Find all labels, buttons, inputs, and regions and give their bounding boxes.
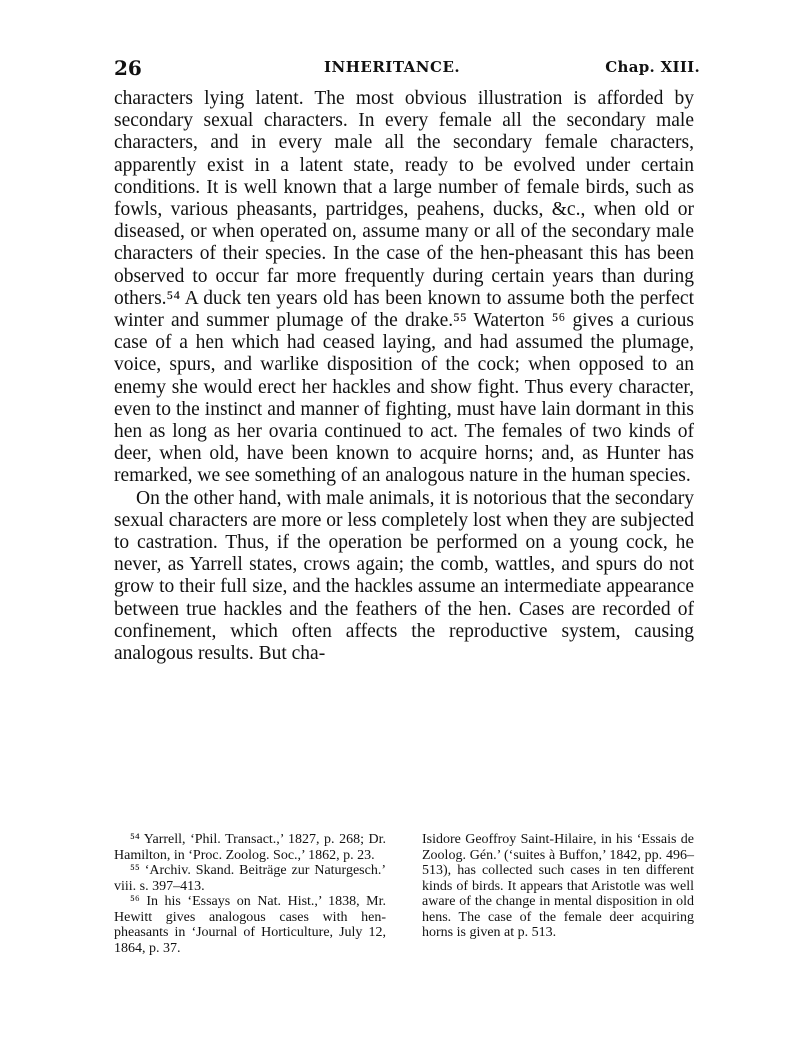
- paragraph-2: On the other hand, with male animals, it is notorious that the secondary sexual characters are more or less completely lost when they are subjected to castration. Thus, if the operation be performed on a young cock, he never, as Yarrell states, crows again; the comb, wattles, and spurs do not grow to their full size, and the hackles assume an intermediate appearance between true hackles and the feathers of the hen. Cases are recorded of confinement, which often affects the reproductive system, causing analogous results. But cha-: [114, 487, 694, 665]
- footnote-54: ⁵⁴ Yarrell, ‘Phil. Transact.,’ 1827, p. 268; Dr. Hamilton, in ‘Proc. Zoolog. Soc.,’ 1862, p. 23.: [114, 832, 386, 863]
- page-header: [114, 52, 700, 88]
- footnotes-right-column: [422, 832, 694, 956]
- footnote-55: ⁵⁵ ‘Archiv. Skand. Beiträge zur Naturgesch.’ viii. s. 397–413.: [114, 863, 386, 894]
- footnote-continuation: Isidore Geoffroy Saint-Hilaire, in his ‘Essais de Zoolog. Gén.’ (‘suites à Buffon,’ 1842, pp. 496–513), has collected such cases in ten different kinds of birds. It appears that Aristotle was well aware of the change in mental disposition in old hens. The case of the female deer acquiring horns is given at p. 513.: [422, 832, 694, 940]
- footnotes-left-column: [114, 832, 386, 956]
- book-page: [114, 52, 700, 956]
- chapter-label: Chap. XIII.: [605, 58, 700, 76]
- footnotes: [114, 832, 694, 956]
- page-number: 26: [114, 56, 142, 80]
- main-text: [114, 88, 694, 665]
- paragraph-1: characters lying latent. The most obvious illustration is afforded by secondary sexual characters. In every female all the secondary male characters, and in every male all the secondary female characters, apparently exist in a latent state, ready to be evolved under certain conditions. It is well known that a large number of female birds, such as fowls, various pheasants, partridges, peahens, ducks, &c., when old or diseased, or when operated on, assume many or all of the secondary male characters of their species. In the case of the hen-pheasant this has been observed to occur far more frequently during certain years than during others.⁵⁴ A duck ten years old has been known to assume both the perfect winter and summer plumage of the drake.⁵⁵ Waterton ⁵⁶ gives a curious case of a hen which had ceased laying, and had assumed the plumage, voice, spurs, and warlike disposition of the cock; when opposed to an enemy she would erect her hackles and show fight. Thus every character, even to the instinct and manner of fighting, must have lain dormant in this hen as long as her ovaria continued to act. The females of two kinds of deer, when old, have been known to acquire horns; and, as Hunter has remarked, we see something of an analogous nature in the human species.: [114, 88, 694, 487]
- footnote-56: ⁵⁶ In his ‘Essays on Nat. Hist.,’ 1838, Mr. Hewitt gives analogous cases with hen-pheasants in ‘Journal of Horticulture, July 12, 1864, p. 37.: [114, 894, 386, 956]
- running-title: INHERITANCE.: [324, 58, 461, 76]
